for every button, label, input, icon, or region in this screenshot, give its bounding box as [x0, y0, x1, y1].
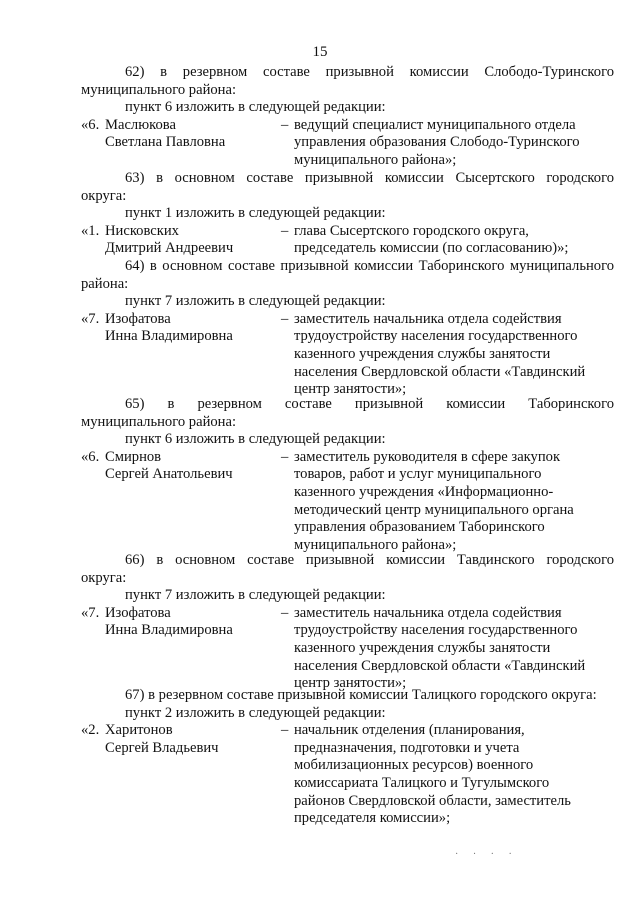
- member-entry: [81, 448, 614, 553]
- member-given-names: Сергей Владьевич: [105, 739, 219, 756]
- position-line: начальник отделения (планирования,: [294, 722, 525, 739]
- member-position: [294, 722, 614, 828]
- position-line: заместитель начальника отдела содействия: [294, 604, 562, 621]
- member-name: [105, 311, 280, 346]
- member-position: [294, 223, 614, 258]
- section-67: [81, 687, 614, 827]
- position-line: казенного учреждения службы занятости: [294, 639, 551, 656]
- position-line: председатель комиссии (по согласованию)»;: [294, 240, 569, 257]
- member-given-names: Дмитрий Андреевич: [105, 240, 234, 257]
- scan-marks: · · · ·: [455, 849, 518, 860]
- section-heading: 67) в резервном составе призывной комиссии Талицкого городского округа:: [125, 687, 597, 703]
- member-given-names: Инна Владимировна: [105, 622, 233, 639]
- position-line: центр занятости»;: [294, 675, 407, 692]
- section-heading-cont: муниципального района:: [81, 81, 237, 98]
- item-number: «7.: [81, 604, 100, 621]
- instruction: пункт 6 изложить в следующей редакции:: [125, 99, 386, 116]
- section-heading-cont: района:: [81, 275, 129, 292]
- member-name: [105, 223, 280, 258]
- section-heading-cont: округа:: [81, 569, 127, 586]
- member-name: [105, 605, 280, 640]
- section-64: [81, 258, 614, 398]
- member-surname: Изофатова: [105, 310, 171, 327]
- section-62: [81, 64, 614, 168]
- member-surname: Харитонов: [105, 722, 173, 739]
- section-heading: 62) в резервном составе призывной комиссии Слободо-Туринского: [125, 64, 614, 80]
- dash: –: [281, 222, 289, 239]
- instruction: пункт 7 изложить в следующей редакции:: [125, 587, 386, 604]
- member-position: [294, 311, 614, 399]
- member-name: [105, 449, 280, 484]
- section-66: [81, 552, 614, 692]
- member-surname: Нисковских: [105, 222, 179, 239]
- position-line: ведущий специалист муниципального отдела: [294, 116, 576, 133]
- position-line: казенного учреждения «Информационно-: [294, 483, 554, 500]
- item-number: «1.: [81, 222, 100, 239]
- member-position: [294, 605, 614, 693]
- position-line: муниципального района»;: [294, 536, 457, 553]
- section-heading: 65) в резервном составе призывной комиссии Таборинского: [125, 396, 614, 412]
- position-line: муниципального района»;: [294, 151, 457, 168]
- member-name: [105, 117, 280, 152]
- position-line: населения Свердловской области «Тавдинский: [294, 363, 586, 380]
- section-heading: 66) в основном составе призывной комиссии Тавдинского городского: [125, 552, 614, 568]
- position-line: заместитель начальника отдела содействия: [294, 310, 562, 327]
- item-number: «2.: [81, 722, 100, 739]
- dash: –: [281, 116, 289, 133]
- member-name: [105, 722, 280, 757]
- member-surname: Смирнов: [105, 448, 162, 465]
- member-entry: [81, 116, 614, 168]
- dash: –: [281, 722, 289, 739]
- position-line: районов Свердловской области, заместитель: [294, 792, 571, 809]
- position-line: комиссариата Талицкого и Тугулымского: [294, 774, 550, 791]
- page-number: 15: [312, 44, 328, 60]
- position-line: методический центр муниципального органа: [294, 501, 574, 518]
- member-position: [294, 449, 614, 555]
- member-entry: [81, 310, 614, 398]
- position-line: мобилизационных ресурсов) военного: [294, 757, 534, 774]
- section-heading: 64) в основном составе призывной комиссии Таборинского муниципального: [125, 258, 614, 274]
- instruction: пункт 2 изложить в следующей редакции:: [125, 704, 386, 721]
- dash: –: [281, 448, 289, 465]
- position-line: казенного учреждения службы занятости: [294, 345, 551, 362]
- position-line: трудоустройству населения государственного: [294, 328, 578, 345]
- instruction: пункт 7 изложить в следующей редакции:: [125, 293, 386, 310]
- position-line: центр занятости»;: [294, 381, 407, 398]
- section-heading-cont: муниципального района:: [81, 413, 237, 430]
- dash: –: [281, 604, 289, 621]
- member-entry: [81, 604, 614, 692]
- section-heading: 63) в основном составе призывной комиссии Сысертского городского: [125, 170, 614, 186]
- dash: –: [281, 310, 289, 327]
- position-line: управления образованием Таборинского: [294, 519, 545, 536]
- position-line: предназначения, подготовки и учета: [294, 739, 520, 756]
- item-number: «6.: [81, 116, 100, 133]
- member-entry: [81, 722, 614, 827]
- member-given-names: Сергей Анатольевич: [105, 466, 233, 483]
- section-heading-cont: округа:: [81, 187, 127, 204]
- position-line: управления образования Слободо-Туринского: [294, 134, 580, 151]
- member-given-names: Инна Владимировна: [105, 328, 233, 345]
- section-65: [81, 396, 614, 553]
- position-line: трудоустройству населения государственного: [294, 622, 578, 639]
- member-surname: Маслюкова: [105, 116, 176, 133]
- item-number: «7.: [81, 310, 100, 327]
- instruction: пункт 1 изложить в следующей редакции:: [125, 205, 386, 222]
- member-entry: [81, 223, 614, 258]
- item-number: «6.: [81, 448, 100, 465]
- position-line: населения Свердловской области «Тавдинский: [294, 657, 586, 674]
- instruction: пункт 6 изложить в следующей редакции:: [125, 431, 386, 448]
- position-line: заместитель руководителя в сфере закупок: [294, 448, 561, 465]
- section-63: [81, 170, 614, 258]
- position-line: товаров, работ и услуг муниципального: [294, 466, 542, 483]
- position-line: председателя комиссии»;: [294, 810, 451, 827]
- position-line: глава Сысертского городского округа,: [294, 222, 529, 239]
- member-surname: Изофатова: [105, 604, 171, 621]
- member-position: [294, 117, 614, 170]
- member-given-names: Светлана Павловна: [105, 134, 226, 151]
